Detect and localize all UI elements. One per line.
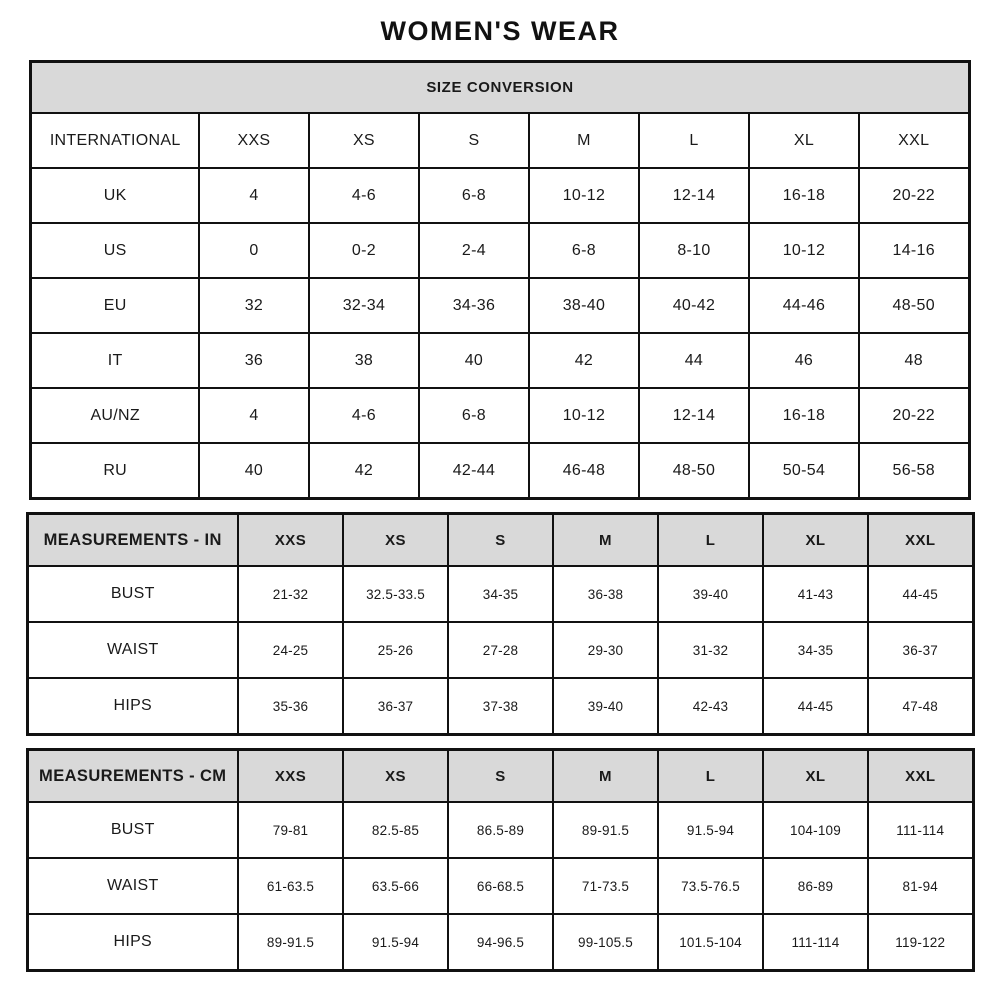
- size-cell: 40-42: [639, 278, 749, 333]
- measurement-cell: 99-105.5: [553, 914, 658, 971]
- measurement-cell: 81-94: [868, 858, 973, 914]
- table-row: [27, 678, 973, 735]
- size-cell: 6-8: [529, 223, 639, 278]
- table-row: [31, 278, 969, 333]
- measurement-cell: 41-43: [763, 566, 868, 622]
- measurement-cell: 27-28: [448, 622, 553, 678]
- measurement-cell: 42-43: [658, 678, 763, 735]
- table-row: [27, 566, 973, 622]
- size-cell: 4: [199, 388, 309, 443]
- table-row: [27, 514, 973, 567]
- table-row: [31, 62, 969, 114]
- size-cell: 20-22: [859, 168, 969, 223]
- col-header-in-xl: XL: [763, 514, 868, 567]
- size-cell: 42-44: [419, 443, 529, 499]
- measurement-cell: 32.5-33.5: [343, 566, 448, 622]
- size-cell: 48: [859, 333, 969, 388]
- measurement-cell: 79-81: [238, 802, 343, 858]
- size-cell: 16-18: [749, 168, 859, 223]
- size-cell: 42: [529, 333, 639, 388]
- size-cell: 50-54: [749, 443, 859, 499]
- measurement-cell: 101.5-104: [658, 914, 763, 971]
- measurement-cell: 86.5-89: [448, 802, 553, 858]
- table-row: [31, 333, 969, 388]
- measurement-cell: 66-68.5: [448, 858, 553, 914]
- row-label-ru: RU: [31, 443, 199, 499]
- col-header-in-xxl: XXL: [868, 514, 973, 567]
- measurement-cell: 86-89: [763, 858, 868, 914]
- measurement-cell: 44-45: [763, 678, 868, 735]
- size-cell: 12-14: [639, 168, 749, 223]
- measurement-cell: 91.5-94: [658, 802, 763, 858]
- size-cell: 10-12: [529, 168, 639, 223]
- size-cell: 34-36: [419, 278, 529, 333]
- size-cell: 10-12: [749, 223, 859, 278]
- size-cell: 0: [199, 223, 309, 278]
- measurement-cell: 82.5-85: [343, 802, 448, 858]
- table-row: [27, 622, 973, 678]
- col-header-xxl: XXL: [859, 113, 969, 168]
- size-cell: 20-22: [859, 388, 969, 443]
- table-row: [31, 388, 969, 443]
- row-label-aunz: AU/NZ: [31, 388, 199, 443]
- measurements-cm-title: MEASUREMENTS - CM: [27, 750, 238, 803]
- row-label-hips-in: HIPS: [27, 678, 238, 735]
- size-cell: 10-12: [529, 388, 639, 443]
- measurement-cell: 29-30: [553, 622, 658, 678]
- size-cell: 8-10: [639, 223, 749, 278]
- table-row: [31, 113, 969, 168]
- col-header-cm-xl: XL: [763, 750, 868, 803]
- col-header-cm-xxs: XXS: [238, 750, 343, 803]
- size-cell: 46: [749, 333, 859, 388]
- size-conversion-table: [29, 60, 970, 500]
- size-cell: 48-50: [639, 443, 749, 499]
- measurement-cell: 63.5-66: [343, 858, 448, 914]
- size-cell: 48-50: [859, 278, 969, 333]
- measurement-cell: 73.5-76.5: [658, 858, 763, 914]
- size-cell: 4-6: [309, 388, 419, 443]
- col-header-in-xs: XS: [343, 514, 448, 567]
- col-header-cm-xxl: XXL: [868, 750, 973, 803]
- measurement-cell: 94-96.5: [448, 914, 553, 971]
- measurement-cell: 36-37: [868, 622, 973, 678]
- col-header-cm-xs: XS: [343, 750, 448, 803]
- size-cell: 38-40: [529, 278, 639, 333]
- col-header-in-m: M: [553, 514, 658, 567]
- col-header-xl: XL: [749, 113, 859, 168]
- measurement-cell: 36-38: [553, 566, 658, 622]
- col-header-xs: XS: [309, 113, 419, 168]
- measurement-cell: 111-114: [763, 914, 868, 971]
- measurement-cell: 47-48: [868, 678, 973, 735]
- col-header-in-s: S: [448, 514, 553, 567]
- page-title: WOMEN'S WEAR: [380, 16, 620, 46]
- measurements-in-title: MEASUREMENTS - IN: [27, 514, 238, 567]
- measurements-in-table: [26, 512, 975, 736]
- row-label-eu: EU: [31, 278, 199, 333]
- row-label-bust-cm: BUST: [27, 802, 238, 858]
- col-header-international: INTERNATIONAL: [31, 113, 199, 168]
- measurement-cell: 71-73.5: [553, 858, 658, 914]
- size-cell: 36: [199, 333, 309, 388]
- table-row: [31, 443, 969, 499]
- row-label-uk: UK: [31, 168, 199, 223]
- size-cell: 4-6: [309, 168, 419, 223]
- measurement-cell: 25-26: [343, 622, 448, 678]
- table-row: [31, 168, 969, 223]
- size-cell: 32-34: [309, 278, 419, 333]
- measurements-cm-table: [26, 748, 975, 972]
- size-cell: 56-58: [859, 443, 969, 499]
- measurement-cell: 39-40: [553, 678, 658, 735]
- measurement-cell: 31-32: [658, 622, 763, 678]
- table-row: [31, 223, 969, 278]
- measurement-cell: 37-38: [448, 678, 553, 735]
- size-cell: 40: [199, 443, 309, 499]
- col-header-m: M: [529, 113, 639, 168]
- measurement-cell: 89-91.5: [553, 802, 658, 858]
- measurement-cell: 36-37: [343, 678, 448, 735]
- measurement-cell: 21-32: [238, 566, 343, 622]
- col-header-xxs: XXS: [199, 113, 309, 168]
- size-cell: 2-4: [419, 223, 529, 278]
- size-cell: 32: [199, 278, 309, 333]
- table-row: [27, 802, 973, 858]
- size-cell: 38: [309, 333, 419, 388]
- measurement-cell: 111-114: [868, 802, 973, 858]
- measurement-cell: 35-36: [238, 678, 343, 735]
- measurement-cell: 104-109: [763, 802, 868, 858]
- size-cell: 46-48: [529, 443, 639, 499]
- size-cell: 6-8: [419, 388, 529, 443]
- col-header-l: L: [639, 113, 749, 168]
- measurement-cell: 61-63.5: [238, 858, 343, 914]
- size-cell: 44-46: [749, 278, 859, 333]
- measurement-cell: 39-40: [658, 566, 763, 622]
- size-cell: 14-16: [859, 223, 969, 278]
- row-label-bust-in: BUST: [27, 566, 238, 622]
- measurement-cell: 34-35: [448, 566, 553, 622]
- col-header-in-xxs: XXS: [238, 514, 343, 567]
- size-cell: 0-2: [309, 223, 419, 278]
- size-cell: 6-8: [419, 168, 529, 223]
- col-header-cm-l: L: [658, 750, 763, 803]
- table-row: [27, 914, 973, 971]
- measurement-cell: 89-91.5: [238, 914, 343, 971]
- size-cell: 4: [199, 168, 309, 223]
- row-label-us: US: [31, 223, 199, 278]
- size-cell: 16-18: [749, 388, 859, 443]
- col-header-in-l: L: [658, 514, 763, 567]
- size-conversion-title: SIZE CONVERSION: [31, 62, 969, 114]
- row-label-it: IT: [31, 333, 199, 388]
- row-label-waist-cm: WAIST: [27, 858, 238, 914]
- measurement-cell: 119-122: [868, 914, 973, 971]
- col-header-s: S: [419, 113, 529, 168]
- row-label-waist-in: WAIST: [27, 622, 238, 678]
- table-row: [27, 750, 973, 803]
- measurement-cell: 44-45: [868, 566, 973, 622]
- table-row: [27, 858, 973, 914]
- measurement-cell: 24-25: [238, 622, 343, 678]
- size-cell: 12-14: [639, 388, 749, 443]
- row-label-hips-cm: HIPS: [27, 914, 238, 971]
- size-cell: 44: [639, 333, 749, 388]
- col-header-cm-m: M: [553, 750, 658, 803]
- col-header-cm-s: S: [448, 750, 553, 803]
- measurement-cell: 91.5-94: [343, 914, 448, 971]
- measurement-cell: 34-35: [763, 622, 868, 678]
- size-cell: 40: [419, 333, 529, 388]
- size-cell: 42: [309, 443, 419, 499]
